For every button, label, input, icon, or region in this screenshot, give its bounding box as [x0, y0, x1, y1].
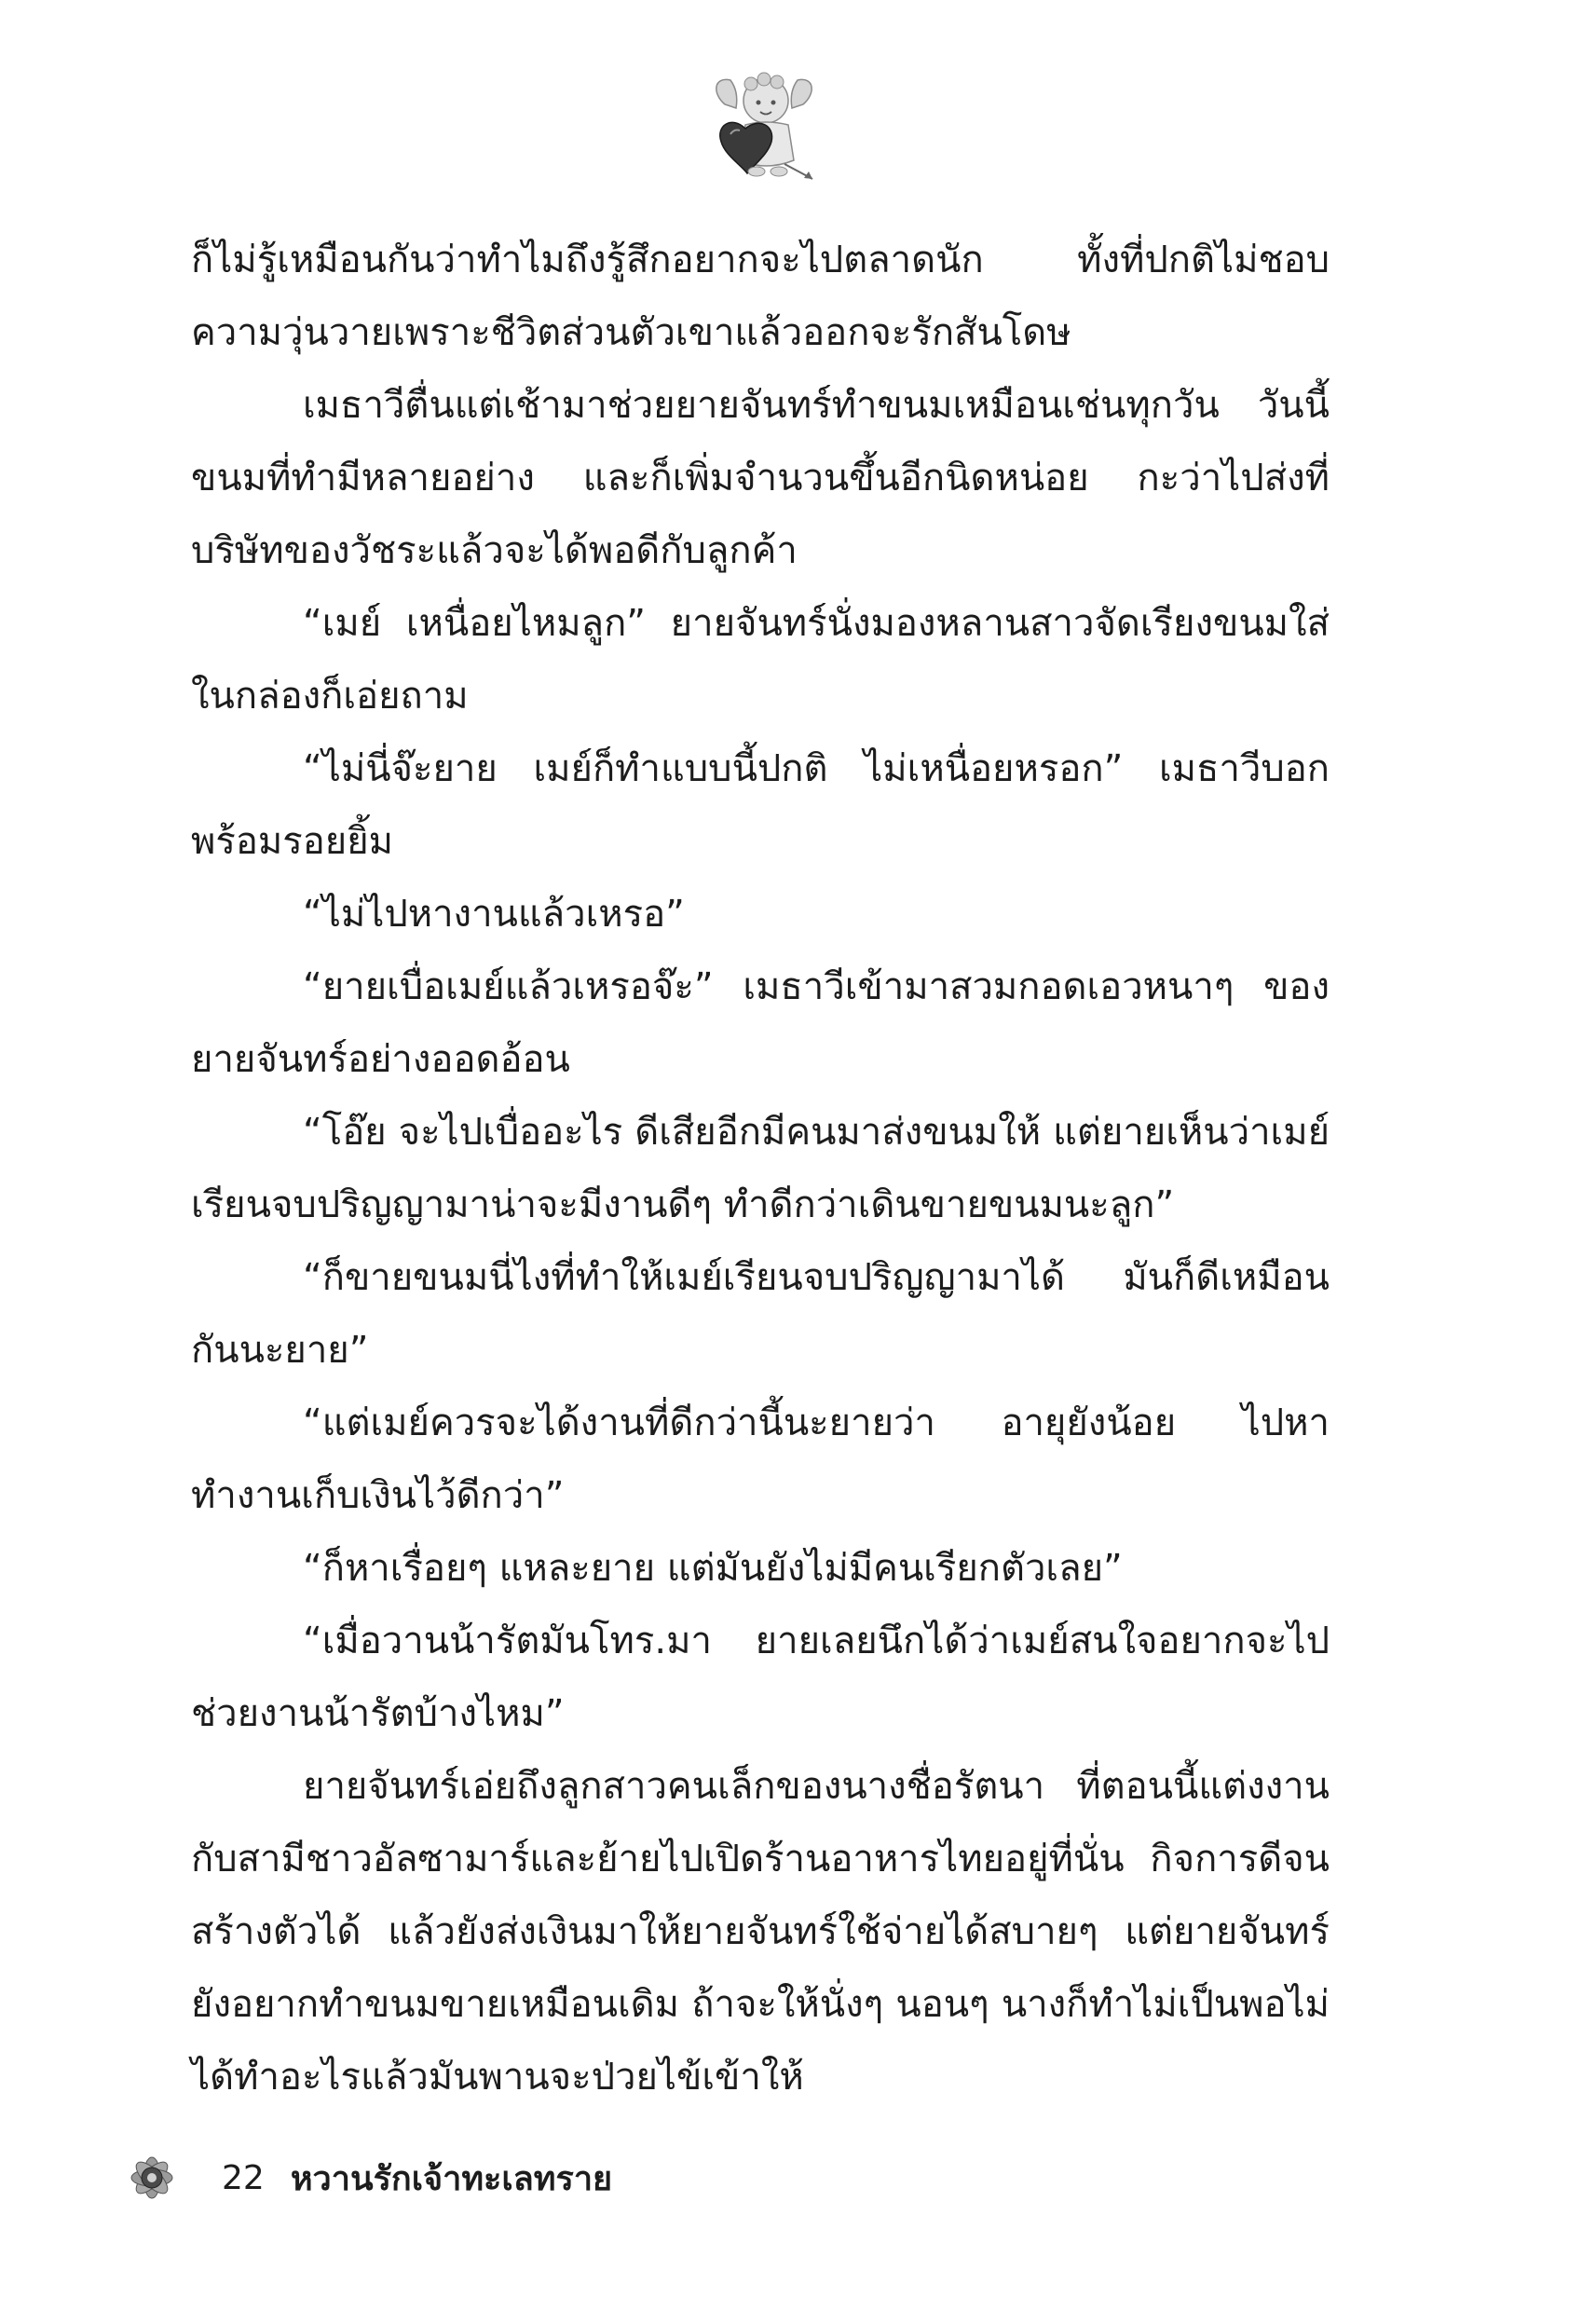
book-title: หวานรักเจ้าทะเลทราย [290, 2159, 613, 2198]
paragraph: “โอ๊ย จะไปเบื่ออะไร ดีเสียอีกมีคนมาส่งขนมให้ แต่ยายเห็นว่าเมย์เรียนจบปริญญามาน่าจะมีงานดีๆ ทำดีกว่าเดินขายขนมนะลูก” [191, 1111, 1330, 1226]
page-number: 22 [222, 2158, 265, 2197]
paragraph: “ก็หาเรื่อยๆ แหละยาย แต่มันยังไม่มีคนเรียกตัวเลย” [303, 1547, 1123, 1590]
paragraph: “ก็ขายขนมนี่ไงที่ทำให้เมย์เรียนจบปริญญามาได้ มันก็ดีเหมือนกันนะยาย” [191, 1256, 1330, 1372]
paragraph: เมธาวีตื่นแต่เช้ามาช่วยยายจันทร์ทำขนมเหมือนเช่นทุกวัน วันนี้ขนมที่ทำมีหลายอย่าง และก็เพิ่มจำนวนขึ้นอีกนิดหน่อย กะว่าไปส่งที่บริษัทของวัชระแล้วจะได้พอดีกับลูกค้า [191, 384, 1330, 572]
paragraph: “ยายเบื่อเมย์แล้วเหรอจ๊ะ” เมธาวีเข้ามาสวมกอดเอวหนาๆ ของยายจันทร์อย่างออดอ้อน [191, 965, 1330, 1081]
story-body [191, 224, 1330, 2113]
paragraph: “ไม่ไปหางานแล้วเหรอ” [303, 893, 685, 936]
paragraph: “ไม่นี่จ๊ะยาย เมย์ก็ทำแบบนี้ปกติ ไม่เหนื่อยหรอก” เมธาวีบอกพร้อมรอยยิ้ม [191, 747, 1330, 863]
flower-icon [119, 2145, 184, 2210]
paragraph: “เมย์ เหนื่อยไหมลูก” ยายจันทร์นั่งมองหลานสาวจัดเรียงขนมใส่ในกล่องก็เอ่ยถาม [191, 602, 1330, 718]
page-footer [119, 2145, 612, 2210]
paragraph: ยายจันทร์เอ่ยถึงลูกสาวคนเล็กของนางชื่อรัตนา ที่ตอนนี้แต่งงานกับสามีชาวอัลซามาร์และย้ายไปเปิดร้านอาหารไทยอยู่ที่นั่น กิจการดีจนสร้างตัวได้ แล้วยังส่งเงินมาให้ยายจันทร์ใช้จ่ายได้สบายๆ แต่ยายจันทร์ยังอยากทำขนมขายเหมือนเดิม ถ้าจะให้นั่งๆ นอนๆ นางก็ทำไม่เป็นพอไม่ได้ทำอะไรแล้วมันพานจะป่วยไข้เข้าให้ [191, 1765, 1330, 2099]
paragraph: “เมื่อวานน้ารัตมันโทร.มา ยายเลยนึกได้ว่าเมย์สนใจอยากจะไปช่วยงานน้ารัตบ้างไหม” [191, 1620, 1330, 1735]
paragraph: “แต่เมย์ควรจะได้งานที่ดีกว่านี้นะยายว่า อายุยังน้อย ไปหาทำงานเก็บเงินไว้ดีกว่า” [191, 1402, 1330, 1517]
paragraph: ก็ไม่รู้เหมือนกันว่าทำไมถึงรู้สึกอยากจะไปตลาดนัก ทั้งที่ปกติไม่ชอบความวุ่นวายเพราะชีวิตส่วนตัวเขาแล้วออกจะรักสันโดษ [191, 239, 1330, 354]
cupid-heart-icon [708, 67, 820, 188]
